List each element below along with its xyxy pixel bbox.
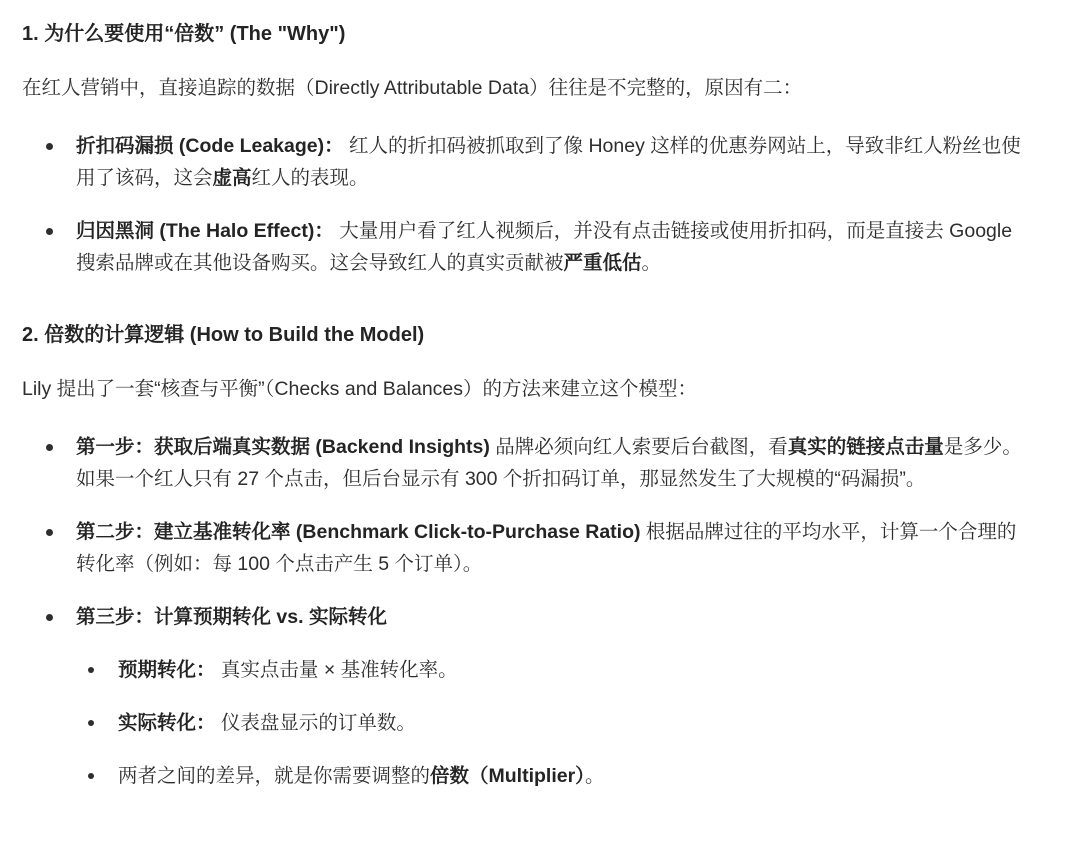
bold-text-run: 倍数（Multiplier） <box>430 765 585 787</box>
bold-text-run: 第二步：建立基准转化率 (Benchmark Click-to-Purchase Ratio) <box>76 521 641 543</box>
text-run: 根据品牌过往的平均水平，计算一个合理的转化率（例如：每 100 个点击产生 5 个订单）。 <box>76 521 1017 575</box>
list-item-text <box>118 712 416 734</box>
section1-heading <box>22 20 1022 48</box>
list-item-text <box>118 659 458 681</box>
section1-list <box>22 130 1022 279</box>
list-item <box>76 654 1022 686</box>
bullet-icon <box>46 228 53 235</box>
list-item-text <box>76 135 1021 189</box>
nested-bullet-list <box>76 654 1022 792</box>
bold-text-run: 虚高 <box>212 167 252 189</box>
bold-text-run: 真实的链接点击量 <box>787 436 944 458</box>
text-run: 仪表盘显示的订单数。 <box>215 712 416 734</box>
text-run: 两者之间的差异，就是你需要调整的 <box>118 765 431 787</box>
section1-intro <box>22 72 1022 104</box>
bold-text-run: 2. 倍数的计算逻辑 (How to Build the Model) <box>22 324 425 346</box>
list-item-text <box>76 436 1022 490</box>
text-run: 。 <box>641 252 662 274</box>
bold-text-run: 预期转化： <box>118 659 216 681</box>
list-item-text <box>76 521 1016 575</box>
text-run: 品牌必须向红人索要后台截图，看 <box>489 436 788 458</box>
text-run: 红人的折扣码被抓取到了像 Honey 这样的优惠券网站上，导致非红人粉丝也使用了该码，这会 <box>76 135 1021 189</box>
bullet-icon <box>46 529 53 536</box>
bullet-icon <box>88 667 94 673</box>
bold-text-run: 折扣码漏损 (Code Leakage)： <box>76 135 344 157</box>
list-item <box>76 707 1022 739</box>
bullet-icon <box>46 614 53 621</box>
text-run: 是多少。如果一个红人只有 27 个点击，但后台显示有 300 个折扣码订单，那显然发生了大规模的“码漏损”。 <box>76 436 1022 490</box>
text-run: 红人的表现。 <box>251 167 369 189</box>
bold-text-run: 归因黑洞 (The Halo Effect)： <box>76 220 334 242</box>
list-item-text <box>118 765 604 787</box>
text-run: 大量用户看了红人视频后，并没有点击链接或使用折扣码，而是直接去 Google 搜索品牌或在其他设备购买。这会导致红人的真实贡献被 <box>76 220 1013 274</box>
bold-text-run: 1. 为什么要使用“倍数” (The "Why") <box>22 23 346 45</box>
text-run: 在红人营销中，直接追踪的数据（Directly Attributable Data）往往是不完整的，原因有二： <box>22 77 803 99</box>
list-item <box>22 601 1022 792</box>
list-item-text <box>76 220 1012 274</box>
bold-text-run: 第一步：获取后端真实数据 (Backend Insights) <box>76 436 490 458</box>
bullet-icon <box>46 444 53 451</box>
bullet-icon <box>88 720 94 726</box>
list-item <box>22 130 1022 194</box>
bullet-icon <box>46 143 53 150</box>
bullet-icon <box>88 773 94 779</box>
text-run: Lily 提出了一套“核查与平衡”（Checks and Balances）的方法来建立这个模型： <box>22 378 698 400</box>
bold-text-run: 严重低估 <box>563 252 642 274</box>
section2-intro <box>22 373 1022 405</box>
list-item <box>22 215 1022 279</box>
list-item <box>22 516 1022 580</box>
section2-heading <box>22 321 1022 349</box>
section2-list <box>22 431 1022 792</box>
text-run: 。 <box>584 765 605 787</box>
bold-text-run: 第三步：计算预期转化 vs. 实际转化 <box>76 606 387 628</box>
list-item <box>76 760 1022 792</box>
text-run: 真实点击量 × 基准转化率。 <box>215 659 458 681</box>
list-item <box>22 431 1022 495</box>
bold-text-run: 实际转化： <box>118 712 216 734</box>
list-item-text <box>76 606 387 628</box>
